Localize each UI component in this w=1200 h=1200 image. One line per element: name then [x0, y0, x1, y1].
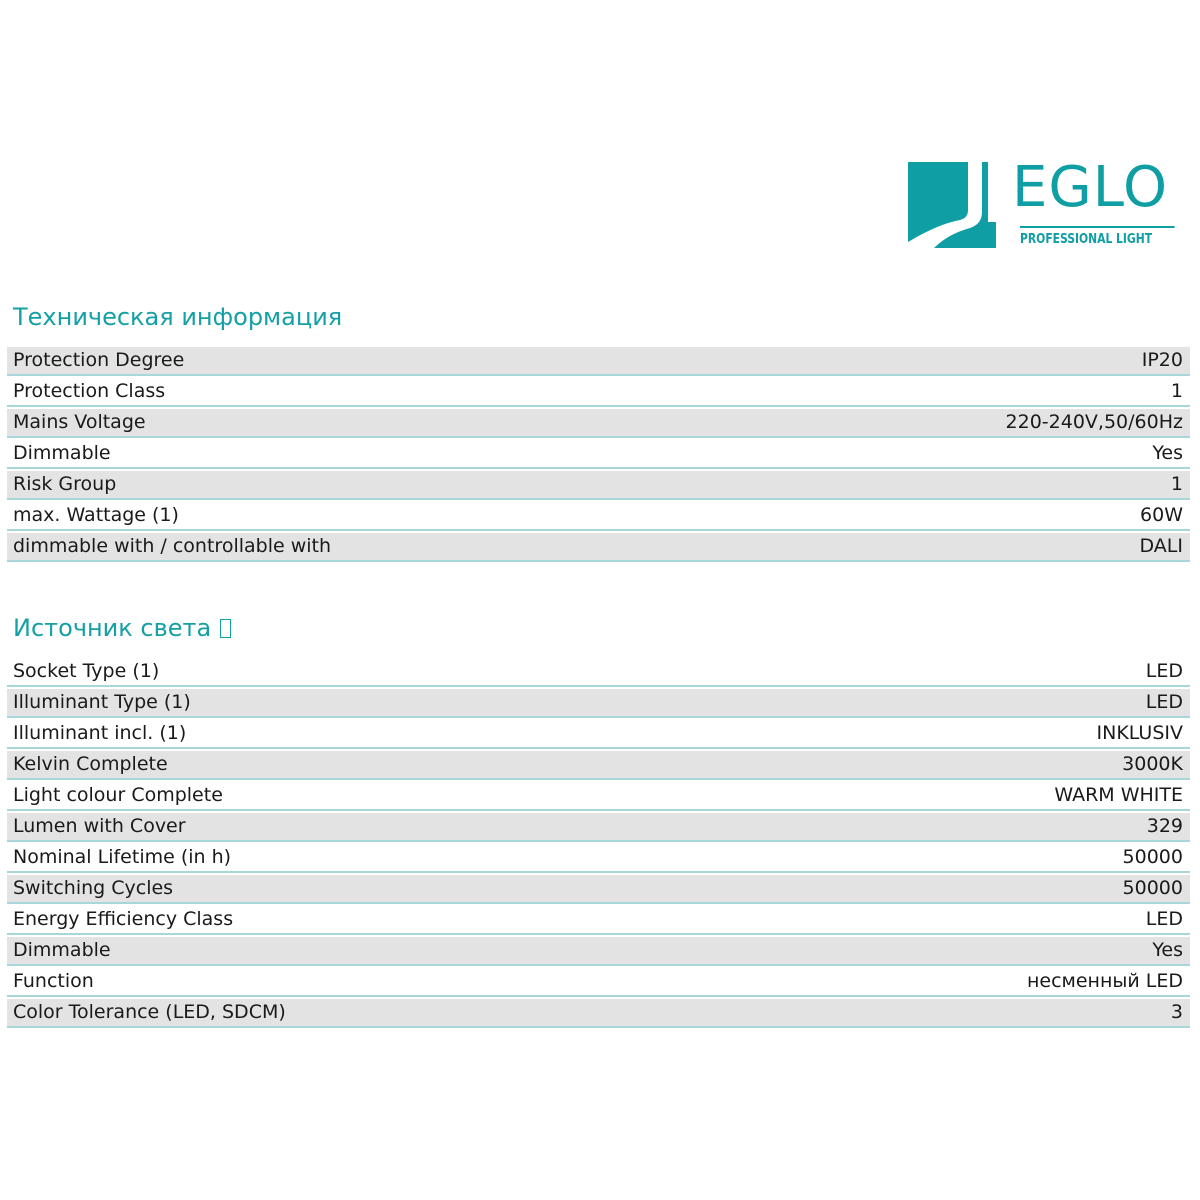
- spec-label: Risk Group: [13, 473, 117, 495]
- spec-row: [7, 782, 1190, 811]
- spec-value: WARM WHITE: [1054, 784, 1183, 806]
- spec-value: 50000: [1122, 846, 1183, 868]
- empty-box-icon: [220, 619, 231, 638]
- spec-value: Yes: [1152, 939, 1183, 961]
- spec-label: Protection Degree: [13, 349, 185, 371]
- spec-value: 1: [1170, 473, 1183, 495]
- spec-value: LED: [1145, 691, 1183, 713]
- spec-label: Illuminant Type (1): [13, 691, 191, 713]
- spec-row: [7, 875, 1190, 904]
- spec-row: [7, 471, 1190, 500]
- spec-value: Yes: [1152, 442, 1183, 464]
- spec-label: Lumen with Cover: [13, 815, 186, 837]
- light-source-section-title: [13, 613, 231, 643]
- eglo-logo-mark-icon: [908, 162, 1004, 254]
- spec-value: 50000: [1122, 877, 1183, 899]
- spec-value: LED: [1145, 908, 1183, 930]
- spec-label: Color Tolerance (LED, SDCM): [13, 1001, 286, 1023]
- spec-label: Energy Efficiency Class: [13, 908, 234, 930]
- logo-wordmark: EGLO: [1012, 155, 1169, 220]
- spec-row: [7, 720, 1190, 749]
- spec-row: [7, 968, 1190, 997]
- spec-row: [7, 689, 1190, 718]
- spec-label: Switching Cycles: [13, 877, 174, 899]
- spec-row: [7, 999, 1190, 1028]
- spec-label: Nominal Lifetime (in h): [13, 846, 232, 868]
- spec-label: Socket Type (1): [13, 660, 160, 682]
- spec-row: [7, 409, 1190, 438]
- spec-value: 1: [1170, 380, 1183, 402]
- spec-row: [7, 844, 1190, 873]
- spec-label: Dimmable: [13, 442, 111, 464]
- technical-section-title: [13, 302, 342, 332]
- spec-label: Kelvin Complete: [13, 753, 168, 775]
- spec-row: [7, 751, 1190, 780]
- spec-value: DALI: [1139, 535, 1183, 557]
- spec-label: dimmable with / controllable with: [13, 535, 332, 557]
- spec-row: [7, 906, 1190, 935]
- spec-row: [7, 378, 1190, 407]
- spec-label: Light colour Complete: [13, 784, 223, 806]
- spec-row: [7, 813, 1190, 842]
- spec-value: 3000K: [1122, 753, 1183, 775]
- spec-label: Dimmable: [13, 939, 111, 961]
- logo-tagline: PROFESSIONAL LIGHT: [1020, 226, 1175, 252]
- spec-row: [7, 533, 1190, 562]
- spec-row: [7, 502, 1190, 531]
- spec-label: Illuminant incl. (1): [13, 722, 187, 744]
- light-source-spec-table: [7, 658, 1190, 1030]
- spec-row: [7, 440, 1190, 469]
- spec-value: 3: [1170, 1001, 1183, 1023]
- spec-label: max. Wattage (1): [13, 504, 179, 526]
- light-source-title-text: Источник света: [13, 614, 212, 642]
- spec-row: [7, 937, 1190, 966]
- technical-spec-table: [7, 347, 1190, 564]
- spec-value: INKLUSIV: [1096, 722, 1183, 744]
- spec-label: Mains Voltage: [13, 411, 146, 433]
- spec-value: несменный LED: [1026, 970, 1183, 992]
- spec-label: Function: [13, 970, 94, 992]
- spec-value: IP20: [1141, 349, 1183, 371]
- spec-value: LED: [1145, 660, 1183, 682]
- spec-value: 60W: [1140, 504, 1183, 526]
- spec-row: [7, 347, 1190, 376]
- eglo-logo: [908, 155, 1192, 254]
- spec-value: 220-240V,50/60Hz: [1005, 411, 1183, 433]
- spec-value: 329: [1146, 815, 1183, 837]
- spec-label: Protection Class: [13, 380, 166, 402]
- technical-title-text: Техническая информация: [13, 303, 343, 331]
- spec-row: [7, 658, 1190, 687]
